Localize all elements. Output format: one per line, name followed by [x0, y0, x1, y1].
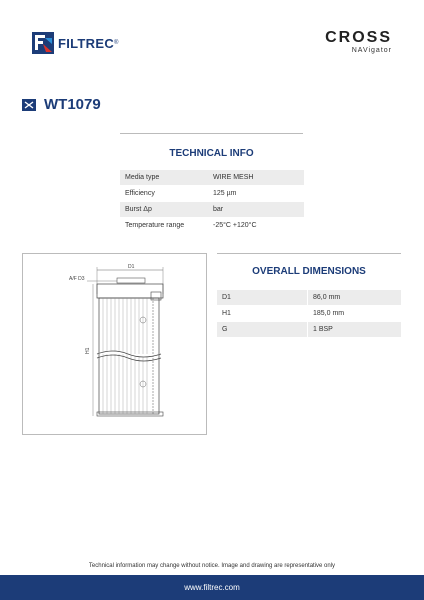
dim-label: G: [217, 322, 308, 338]
spec-value: bar: [208, 202, 304, 218]
spec-value: 125 µm: [208, 186, 304, 202]
technical-info-table: [120, 170, 304, 234]
product-code: WT1079: [44, 96, 101, 113]
dim-value: 1 BSP: [308, 322, 402, 338]
filtrec-logo-icon: [32, 32, 54, 54]
dim-label-ad3: A/F D3: [69, 276, 85, 282]
table-row: [120, 170, 304, 186]
overall-dimensions-title: OVERALL DIMENSIONS: [252, 266, 366, 277]
spec-label: Temperature range: [120, 218, 208, 234]
product-header: [22, 96, 101, 113]
brand-name: FILTREC: [58, 35, 115, 51]
dim-label-h1: H1: [85, 347, 91, 354]
table-row: [120, 218, 304, 234]
cross-logo-bottom: NAVigator: [351, 47, 392, 54]
table-row: [217, 290, 401, 306]
spec-label: Efficiency: [120, 186, 208, 202]
table-row: [120, 186, 304, 202]
cross-navigator-logo: [322, 30, 392, 55]
filter-drawing-svg: [23, 254, 206, 434]
section-divider: [217, 253, 401, 254]
dim-label: D1: [217, 290, 308, 306]
cross-logo-top: CROSS: [325, 29, 392, 46]
spec-label: Media type: [120, 170, 208, 186]
disclaimer-text: Technical information may change without notice. Image and drawing are representative only: [88, 563, 336, 569]
section-divider: [120, 133, 303, 134]
dim-label: H1: [217, 306, 308, 322]
table-row: [217, 322, 401, 338]
footer-bar: [0, 575, 424, 600]
spec-value: WIRE MESH: [208, 170, 304, 186]
brand-reg-mark: ®: [114, 40, 119, 46]
table-row: [120, 202, 304, 218]
dim-label-d1: D1: [128, 264, 135, 270]
technical-info-title: TECHNICAL INFO: [169, 148, 254, 159]
dim-value: 185,0 mm: [308, 306, 402, 322]
table-row: [217, 306, 401, 322]
overall-dimensions-table: [217, 290, 401, 338]
filter-element-icon: [22, 99, 36, 111]
spec-label: Burst Δp: [120, 202, 208, 218]
spec-value: -25°C +120°C: [208, 218, 304, 234]
dim-value: 86,0 mm: [308, 290, 402, 306]
footer-url[interactable]: www.filtrec.com: [184, 583, 240, 592]
filtrec-logo: [32, 32, 118, 54]
technical-drawing: [22, 253, 207, 435]
